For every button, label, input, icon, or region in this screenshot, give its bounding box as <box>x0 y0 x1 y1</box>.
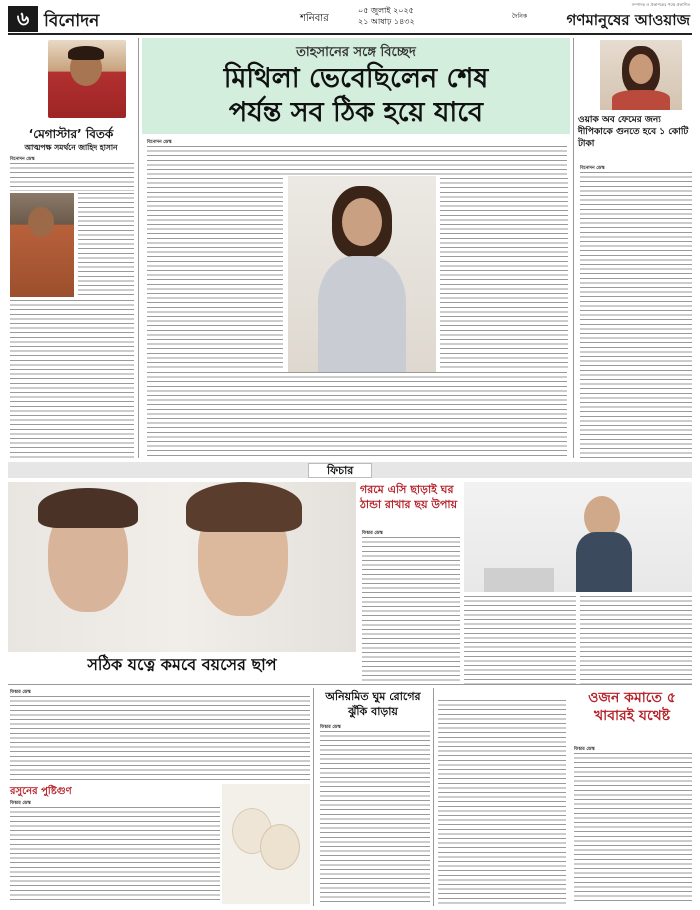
left-story-text-side <box>78 193 134 297</box>
date-bangla: ২১ আষাঢ় ১৪৩২ <box>358 17 415 26</box>
sleep-story-byline: ফিচার ডেস্ক <box>320 725 341 730</box>
left-story-subhead: আত্মপক্ষ সমর্থনে জাহিদ হাসান <box>24 143 118 152</box>
feature-section-label: ফিচার <box>308 463 372 478</box>
paper-tagline: সম্পাদক ও প্রকাশকের পক্ষে প্রকাশিত <box>631 2 690 7</box>
zahid-hasan-photo-2 <box>10 193 74 297</box>
garlic-story-headline: রসুনের পুষ্টিগুণ <box>10 786 72 797</box>
garlic-story-byline: ফিচার ডেস্ক <box>10 801 31 806</box>
right-story-text <box>580 172 692 458</box>
care-story-headline: সঠিক যত্নে কমবে বয়সের ছাপ <box>87 655 277 674</box>
left-story-text-bottom <box>10 300 134 458</box>
date-english: ০৫ জুলাই ২০২৫ <box>358 6 414 15</box>
skin-care-photo <box>8 482 356 652</box>
sleep-story-headline: অনিয়মিত ঘুম রোগের ঝুঁকি বাড়ায় <box>325 690 421 718</box>
weekday: শনিবার <box>300 13 329 24</box>
paper-daily-label: দৈনিক <box>512 13 528 20</box>
lead-text-left <box>147 178 283 368</box>
lead-text-top <box>147 146 567 176</box>
lead-kicker: তাহসানের সঙ্গে বিচ্ছেদ <box>296 45 416 60</box>
weight-story-byline: ফিচার ডেস্ক <box>574 747 595 752</box>
ac-story-text-3 <box>580 596 692 684</box>
weight-story-text <box>574 753 692 904</box>
left-story-headline: ‘মেগাস্টার’ বিতর্ক <box>28 127 114 141</box>
garlic-story-text <box>10 807 220 903</box>
mithila-photo <box>288 176 436 372</box>
lead-headline-line2: পর্যন্ত সব ঠিক হয়ে যাবে <box>228 97 484 128</box>
sleep-story-text-2 <box>438 700 566 904</box>
left-story-text-top <box>10 163 134 191</box>
deepika-photo <box>600 40 682 110</box>
right-story-byline: বিনোদন ডেস্ক <box>580 166 605 171</box>
lead-text-right <box>440 178 568 368</box>
care-story-text <box>10 696 310 780</box>
masthead-rule <box>8 33 692 35</box>
right-story-headline: ওয়াক অব ফেমের জন্য দীপিকাকে গুনতে হবে ১ কোটি টাকা <box>578 115 689 149</box>
page-number: ৬ <box>8 6 38 32</box>
sleep-story-text <box>320 731 430 905</box>
feature-section-band <box>8 462 692 478</box>
lead-byline: বিনোদন ডেস্ক <box>147 140 172 145</box>
ac-story-photo <box>464 482 692 592</box>
lead-text-bottom <box>147 372 567 458</box>
ac-story-text-2 <box>464 596 576 684</box>
zahid-hasan-photo <box>48 40 126 118</box>
garlic-photo <box>222 784 310 904</box>
section-title: বিনোদন <box>44 11 100 31</box>
weight-story-headline: ওজন কমাতে ৫ খাবারই যথেষ্ট <box>588 690 676 724</box>
ac-story-text-1 <box>362 537 460 683</box>
ac-story-byline: ফিচার ডেস্ক <box>362 531 383 536</box>
lead-headline-line1: মিথিলা ভেবেছিলেন শেষ <box>223 63 489 94</box>
paper-logo: গণমানুষের আওয়াজ <box>566 11 690 29</box>
ac-story-headline: গরমে এসি ছাড়াই ঘর ঠান্ডা রাখার ছয় উপায় <box>360 483 458 511</box>
left-story-byline: বিনোদন ডেস্ক <box>10 157 35 162</box>
care-story-byline: ফিচার ডেস্ক <box>10 690 31 695</box>
